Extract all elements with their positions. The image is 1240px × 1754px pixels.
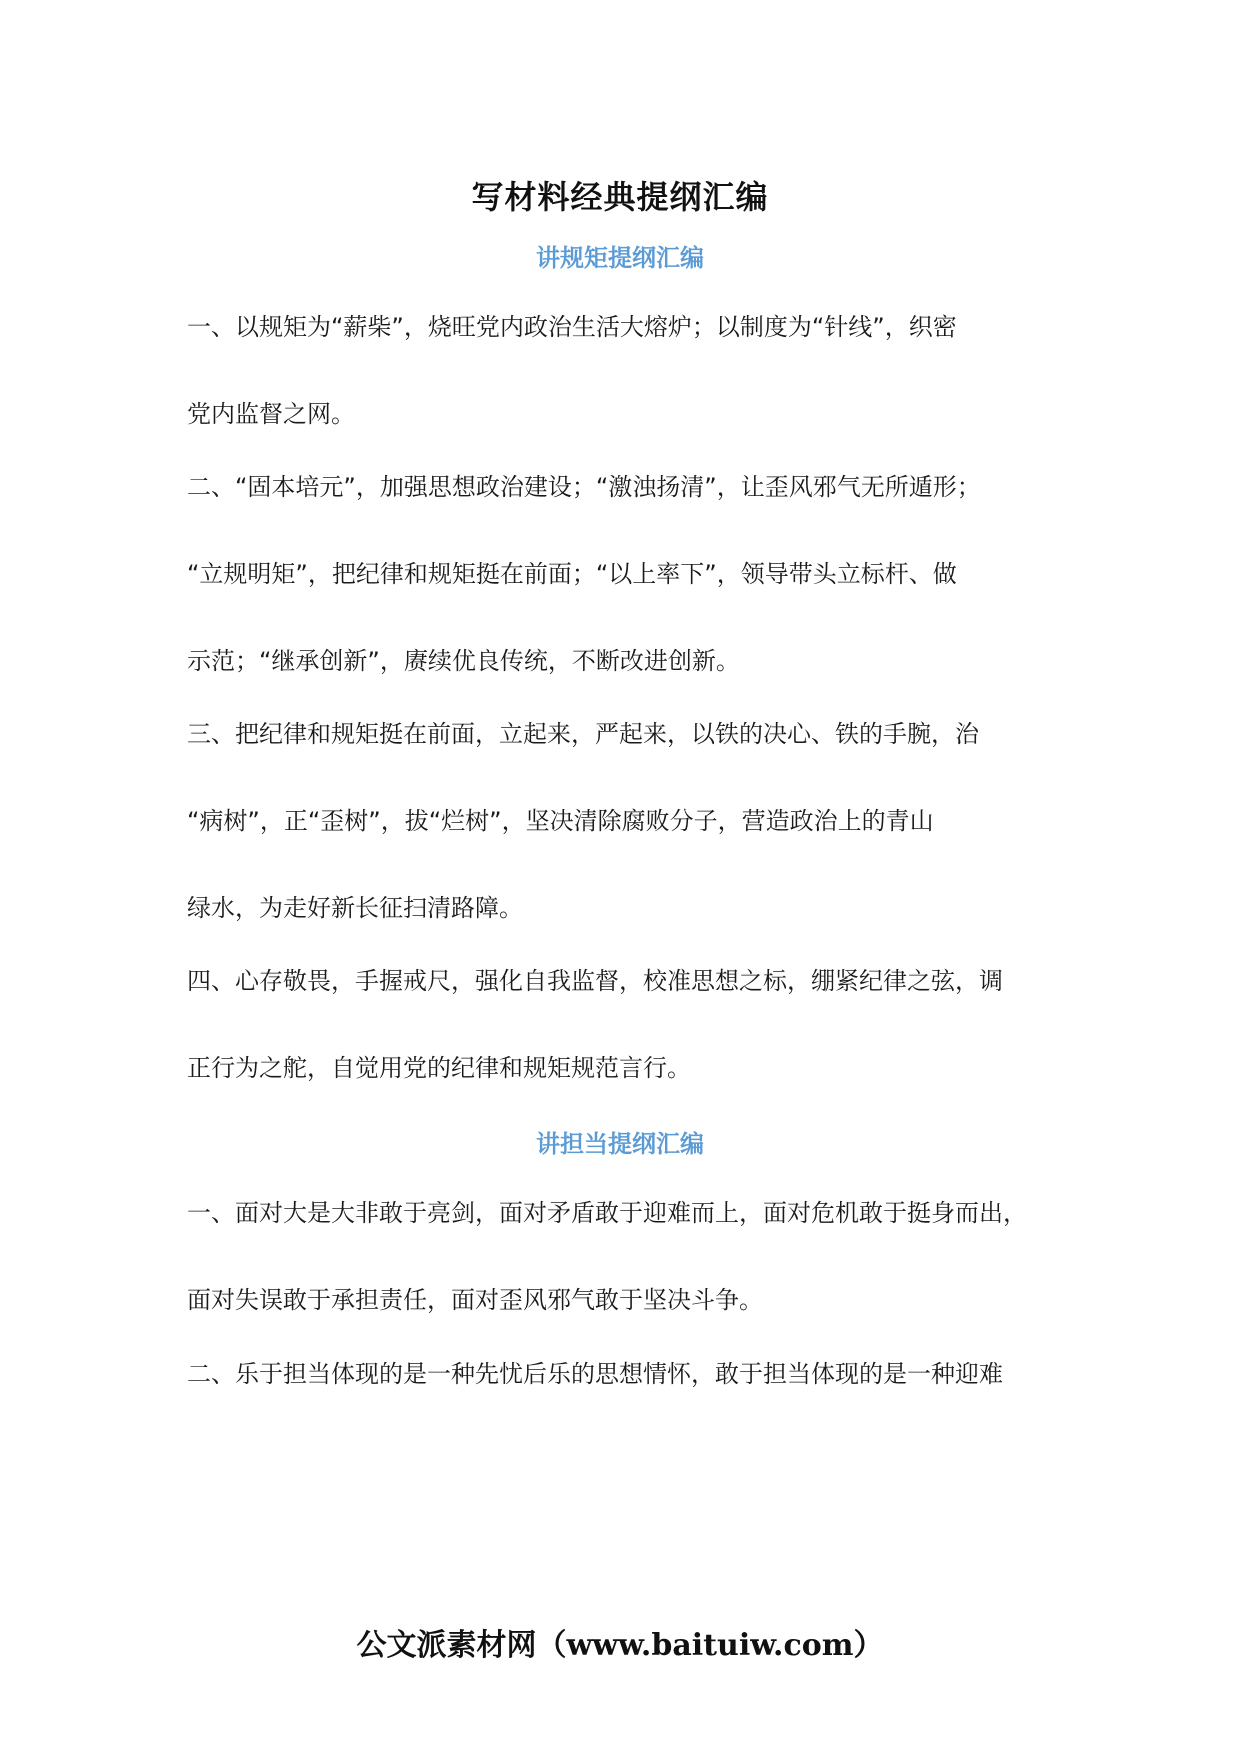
paragraph-line: “病树”，正“歪树”，拔“烂树”，坚决清除腐败分子，营造政治上的青山 [187, 807, 934, 835]
section-heading-rules: 讲规矩提纲汇编 [536, 244, 704, 272]
paragraph-line: 示范；“继承创新”，赓续优良传统，不断改进创新。 [187, 647, 740, 675]
paragraph-line: 二、“固本培元”，加强思想政治建设；“激浊扬清”，让歪风邪气无所遁形； [187, 473, 981, 501]
section-heading-responsibility: 讲担当提纲汇编 [536, 1130, 704, 1158]
paragraph-line: 四、心存敬畏，手握戒尺，强化自我监督，校准思想之标，绷紧纪律之弦，调 [187, 967, 1003, 995]
paragraph-line: 一、面对大是大非敢于亮剑，面对矛盾敢于迎难而上，面对危机敢于挺身而出， [187, 1199, 1027, 1227]
paragraph-line: 二、乐于担当体现的是一种先忧后乐的思想情怀，敢于担当体现的是一种迎难 [187, 1360, 1003, 1388]
paragraph-line: 面对失误敢于承担责任，面对歪风邪气敢于坚决斗争。 [187, 1286, 763, 1314]
paragraph-line: 一、以规矩为“薪柴”，烧旺党内政治生活大熔炉；以制度为“针线”，织密 [187, 313, 957, 341]
paragraph-line: 正行为之舵，自觉用党的纪律和规矩规范言行。 [187, 1054, 691, 1082]
page-footer: 公文派素材网（www.baituiw.com） [356, 1628, 884, 1663]
paragraph-line: “立规明矩”，把纪律和规矩挺在前面；“以上率下”，领导带头立标杆、做 [187, 560, 957, 588]
paragraph-line: 绿水，为走好新长征扫清路障。 [187, 894, 523, 922]
paragraph-line: 党内监督之网。 [187, 400, 355, 428]
document-title: 写材料经典提纲汇编 [471, 178, 769, 216]
paragraph-line: 三、把纪律和规矩挺在前面，立起来，严起来，以铁的决心、铁的手腕，治 [187, 720, 979, 748]
